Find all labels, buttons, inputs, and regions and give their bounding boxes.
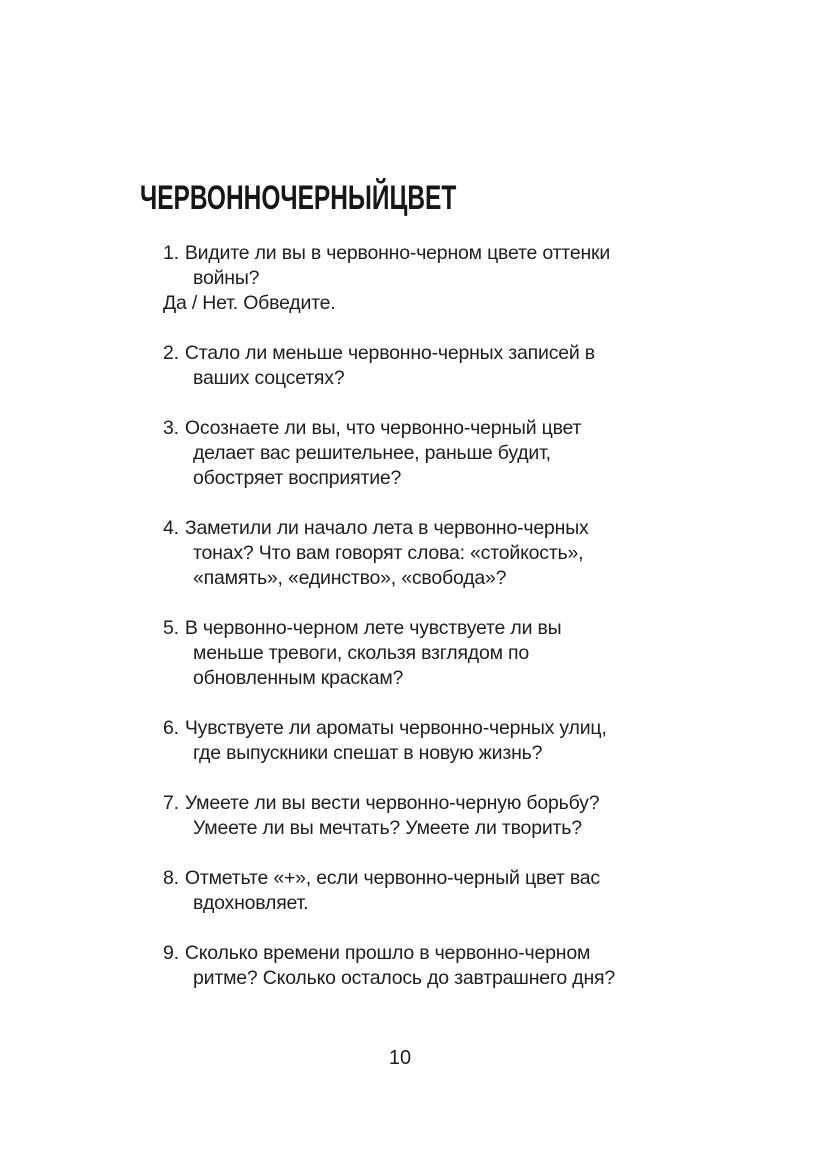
question-text: Осознаете ли вы, что червонно-черный цвет	[184, 417, 582, 439]
question-line	[163, 516, 723, 541]
question-text: меньше тревоги, скользя взглядом по	[193, 642, 530, 664]
page-number: 10	[388, 1047, 412, 1069]
question-text: «память», «единство», «свобода»?	[193, 567, 507, 589]
question-line	[163, 241, 723, 266]
page-title: ЧЕРВОННОЧЕРНЫЙЦВЕТ	[140, 179, 457, 217]
question-list	[163, 241, 723, 1016]
question-item-9	[163, 941, 723, 991]
question-line	[163, 341, 723, 366]
question-item-8	[163, 866, 723, 916]
question-text: В червонно-черном лете чувствуете ли вы	[184, 617, 562, 639]
question-text: где выпускники спешат в новую жизнь?	[193, 742, 543, 764]
question-text: Умеете ли вы мечтать? Умеете ли творить?	[193, 817, 582, 839]
question-text: ритме? Сколько осталось до завтрашнего дня?	[193, 967, 616, 989]
question-text: Отметьте «+», если червонно-черный цвет вас	[184, 867, 600, 889]
answer-note: Да / Нет. Обведите.	[163, 292, 336, 314]
question-item-5	[163, 616, 723, 691]
question-line	[163, 866, 723, 891]
question-text: Видите ли вы в червонно-черном цвете оттенки	[184, 242, 611, 264]
question-text: обновленным краскам?	[193, 667, 404, 689]
question-item-6	[163, 716, 723, 766]
question-number: 2.	[163, 342, 179, 364]
question-line	[163, 941, 723, 966]
question-text: Умеете ли вы вести червонно-черную борьбу?	[184, 792, 600, 814]
question-number: 4.	[163, 517, 179, 539]
question-line	[163, 416, 723, 441]
question-item-3	[163, 416, 723, 491]
question-text: делает вас решительнее, раньше будит,	[193, 442, 551, 464]
question-item-2	[163, 341, 723, 391]
question-text: войны?	[193, 267, 260, 289]
question-item-7	[163, 791, 723, 841]
question-number: 1.	[163, 242, 179, 264]
question-number: 3.	[163, 417, 179, 439]
question-item-1	[163, 241, 723, 316]
question-text: Стало ли меньше червонно-черных записей в	[184, 342, 595, 364]
question-text: обостряет восприятие?	[193, 467, 402, 489]
question-line	[163, 616, 723, 641]
question-text: вдохновляет.	[193, 892, 309, 914]
question-text: ваших соцсетях?	[193, 367, 345, 389]
question-number: 8.	[163, 867, 179, 889]
question-number: 5.	[163, 617, 179, 639]
question-text: Сколько времени прошло в червонно-черном	[184, 942, 591, 964]
question-text: тонах? Что вам говорят слова: «стойкость»,	[193, 542, 584, 564]
question-text: Заметили ли начало лета в червонно-черных	[184, 517, 589, 539]
question-item-4	[163, 516, 723, 591]
question-line	[163, 716, 723, 741]
question-number: 9.	[163, 942, 179, 964]
question-number: 6.	[163, 717, 179, 739]
question-line	[163, 791, 723, 816]
question-text: Чувствуете ли ароматы червонно-черных улиц,	[184, 717, 607, 739]
question-number: 7.	[163, 792, 179, 814]
